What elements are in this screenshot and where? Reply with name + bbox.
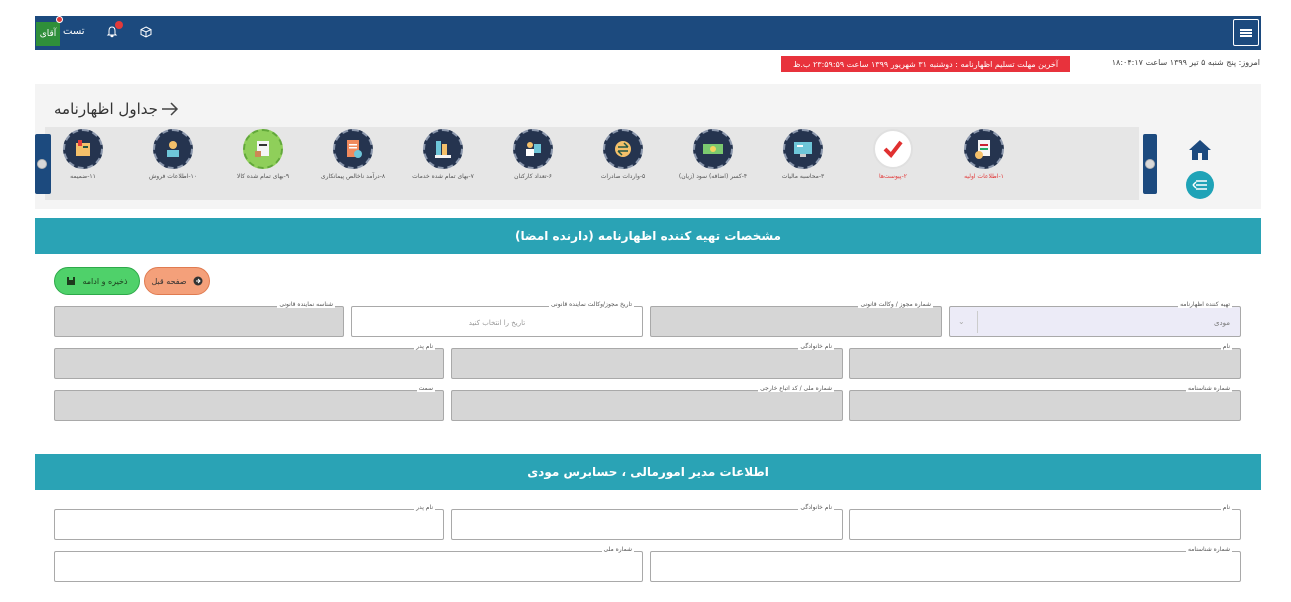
national-code-field[interactable] [451, 385, 843, 421]
exchange-icon [603, 129, 643, 169]
chevron-left-icon [37, 159, 47, 169]
first-name-field[interactable] [849, 343, 1241, 379]
preparer-value: مودی [1214, 319, 1230, 327]
id-number-field[interactable] [849, 385, 1241, 421]
notification-badge [115, 21, 123, 29]
id-number-label: شماره شناسنامه [1187, 385, 1230, 392]
prev-page-label: صفحه قبل [151, 276, 187, 286]
manager-father-name-label: نام پدر [416, 504, 433, 511]
list-icon [1192, 179, 1208, 191]
save-continue-button[interactable] [54, 267, 140, 295]
carousel-item-label: ۴-کسر (اضافه) سود (زیان) [678, 173, 748, 180]
table-carousel [45, 127, 1139, 200]
carousel-item-label: ۳-محاسبه مالیات [781, 173, 825, 180]
manager-national-number-label: شماره ملی [603, 546, 632, 553]
attachment-icon [63, 129, 103, 169]
carousel-item-services-cost[interactable] [408, 129, 478, 181]
license-date-field[interactable] [351, 301, 643, 337]
top-navbar [35, 16, 1261, 50]
preparer-label: تهیه کننده اظهارنامه [1180, 301, 1230, 308]
contract-icon [333, 129, 373, 169]
manager-last-name-label: نام خانوادگی [800, 504, 832, 511]
first-name-label: نام [1222, 343, 1230, 350]
side-menu-toggle[interactable] [1186, 171, 1214, 199]
employees-icon [513, 129, 553, 169]
today-datetime: امروز: پنج شنبه ۵ تیر ۱۳۹۹ ساعت ۱۸:۰۴:۱۷ [1111, 58, 1260, 67]
manager-first-name-label: نام [1222, 504, 1230, 511]
services-icon [423, 129, 463, 169]
user-status-dot [56, 16, 63, 23]
carousel-item-import-export[interactable] [588, 129, 658, 181]
prev-page-button[interactable] [144, 267, 210, 295]
manager-last-name-field[interactable] [451, 504, 843, 540]
menu-icon[interactable] [1233, 19, 1259, 46]
carousel-item-contracting[interactable] [318, 129, 388, 181]
carousel-item-tax-calc[interactable] [768, 129, 838, 181]
page-title: جداول اظهارنامه [54, 100, 158, 118]
carousel-item-label: ۹-بهای تمام شده کالا [236, 173, 290, 180]
carousel-prev-button[interactable] [35, 134, 51, 194]
arrow-circle-icon [193, 276, 203, 286]
manager-id-number-field[interactable] [650, 546, 1241, 582]
carousel-item-label: ۶-تعداد کارکنان [514, 173, 552, 180]
rep-id-label: شناسه نماینده قانونی [279, 301, 333, 308]
home-icon[interactable] [1187, 138, 1213, 162]
carousel-next-button[interactable] [1143, 134, 1157, 194]
license-number-label: شماره مجوز / وکالت قانونی [860, 301, 931, 308]
rep-id-field[interactable] [54, 301, 344, 337]
license-date-label: تاریخ مجوز/وکالت نماینده قانونی [551, 301, 632, 308]
license-number-field[interactable] [650, 301, 942, 337]
select-divider [977, 311, 978, 333]
save-icon [66, 276, 76, 286]
carousel-item-initial-info[interactable] [949, 129, 1019, 181]
manager-first-name-field[interactable] [849, 504, 1241, 540]
deadline-banner: آخرین مهلت تسلیم اظهارنامه : دوشنبه ۳۱ شهریور ۱۳۹۹ ساعت ۲۳:۵۹:۵۹ ب.ظ [781, 56, 1070, 72]
father-name-field[interactable] [54, 343, 444, 379]
money-icon [693, 129, 733, 169]
user-name[interactable]: تست [63, 26, 85, 37]
carousel-item-label: ۱-اطلاعات اولیه [964, 173, 1004, 180]
carousel-item-label: ۱۰-اطلاعات فروش [148, 173, 197, 180]
license-date-placeholder: تاریخ را انتخاب کنید [468, 319, 526, 327]
last-name-label: نام خانوادگی [800, 343, 832, 350]
last-name-field[interactable] [451, 343, 843, 379]
carousel-item-label: ۱۱-ضمیمه [70, 173, 96, 180]
father-name-label: نام پدر [416, 343, 433, 350]
chevron-down-icon: ⌄ [958, 317, 965, 326]
carousel-item-annex[interactable] [48, 129, 118, 181]
cube-icon[interactable] [140, 26, 152, 38]
user-badge[interactable]: آقای [36, 22, 60, 46]
preparer-select[interactable] [949, 301, 1241, 337]
carousel-item-sales[interactable] [138, 129, 208, 181]
info-document-icon [964, 129, 1004, 169]
national-code-label: شماره ملی / کد اتباع خارجی [760, 385, 832, 392]
manager-father-name-field[interactable] [54, 504, 444, 540]
check-icon [873, 129, 913, 169]
goods-cost-icon [243, 129, 283, 169]
carousel-item-label: ۸-درآمد ناخالص پیمانکاری [320, 173, 386, 180]
carousel-item-profit-loss[interactable] [678, 129, 748, 181]
carousel-item-label: ۵-واردات صادرات [600, 173, 646, 180]
carousel-item-label: ۲-پیوست‌ها [879, 173, 907, 180]
position-field[interactable] [54, 385, 444, 421]
carousel-item-employees[interactable] [498, 129, 568, 181]
save-continue-label: ذخیره و ادامه [82, 276, 128, 286]
chevron-right-icon [1145, 159, 1155, 169]
computer-icon [783, 129, 823, 169]
carousel-item-attachments[interactable] [858, 129, 928, 181]
manager-national-number-field[interactable] [54, 546, 643, 582]
section-finance-manager-title: اطلاعات مدیر امورمالی ، حسابرس مودی [35, 454, 1261, 490]
position-label: سمت [418, 385, 433, 392]
carousel-item-label: ۷-بهای تمام شده خدمات [412, 173, 474, 180]
carousel-item-goods-cost[interactable] [228, 129, 298, 181]
sales-icon [153, 129, 193, 169]
arrow-right-icon[interactable] [160, 101, 180, 117]
section-preparer-title: مشخصات تهیه کننده اظهارنامه (دارنده امضا) [35, 218, 1261, 254]
manager-id-number-label: شماره شناسنامه [1187, 546, 1230, 553]
